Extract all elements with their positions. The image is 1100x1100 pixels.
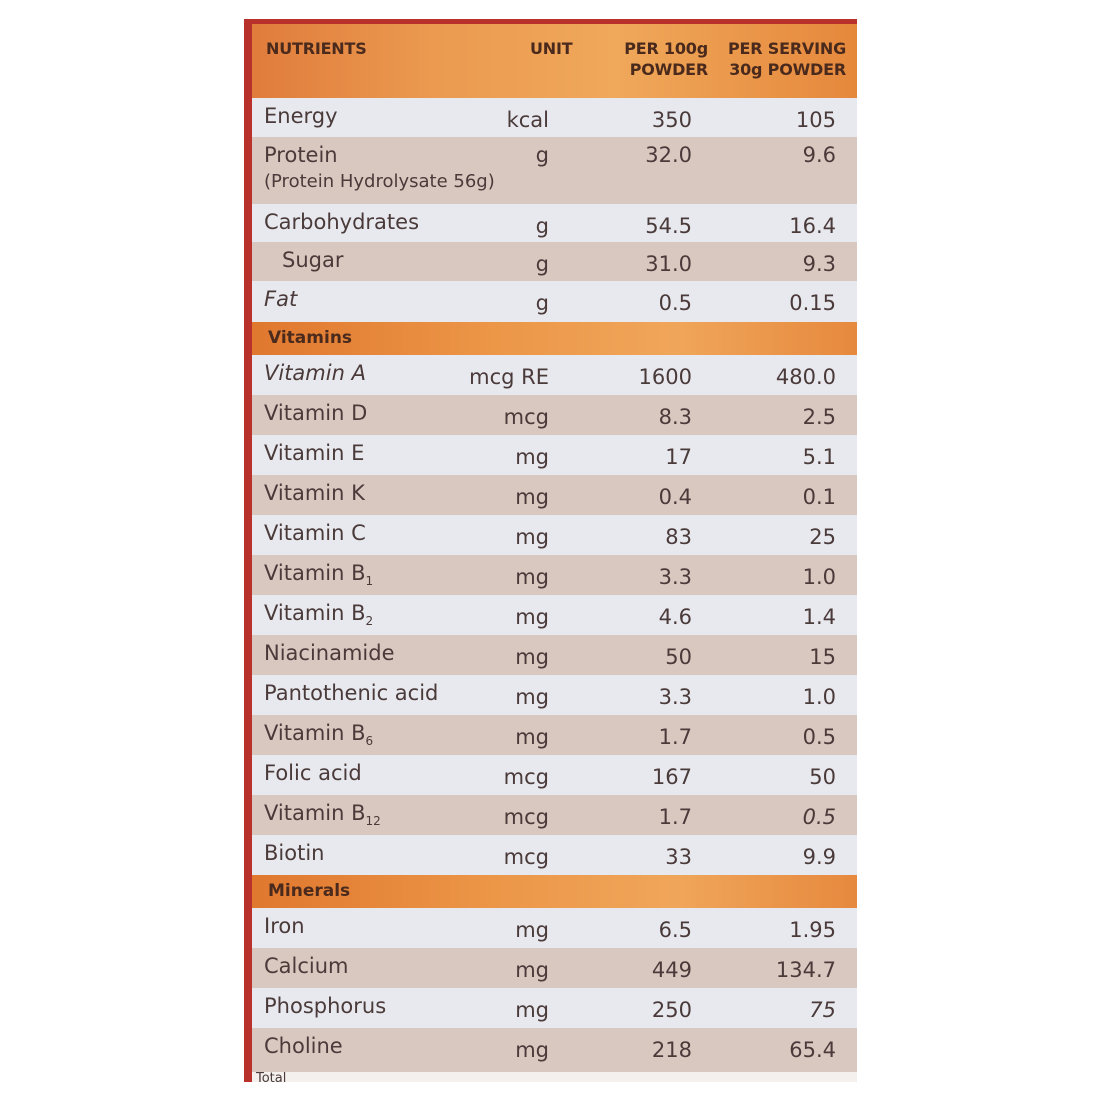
row-protein [252,137,857,204]
row-sugar [252,242,857,281]
value-per-100g: 250 [651,998,692,1022]
subscript: 6 [365,734,374,749]
nutrient-unit: mg [515,958,549,982]
value-per-serving: 1.0 [802,565,836,589]
header-per-serving-line2: 30g POWDER [729,60,846,79]
nutrient-name: Energy [264,104,338,128]
row-carbohydrates [252,204,857,242]
nutrient-name: Vitamin $B_2$ [264,601,374,629]
row-niacinamide [252,635,857,675]
nutrient-unit: mg [515,525,549,549]
header-nutrients: NUTRIENTS [266,39,367,58]
nutrient-unit: mg [515,725,549,749]
value-per-serving: 2.5 [802,405,836,429]
row-calcium [252,948,857,988]
value-per-100g: 17 [665,445,692,469]
nutrient-name: Choline [264,1034,343,1058]
nutrient-unit: mcg [503,405,549,429]
value-per-serving: 480.0 [775,365,836,389]
value-per-100g: 3.3 [658,685,692,709]
row-vitamin-e [252,435,857,475]
row-vitamin-b12 [252,795,857,835]
value-per-100g: 218 [651,1038,692,1062]
value-per-100g: 350 [651,108,692,132]
value-per-100g: 6.5 [658,918,692,942]
value-per-serving: 15 [809,645,836,669]
nutrient-name: Vitamin D [264,401,368,425]
row-vitamin-k [252,475,857,515]
value-per-serving: 9.6 [802,143,836,167]
row-vitamin-b2 [252,595,857,635]
nutrient-unit: mg [515,445,549,469]
nutrient-unit: mcg RE [469,365,549,389]
row-vitamin-c [252,515,857,555]
nutrient-name: Pantothenic acid [264,681,439,705]
nutrient-unit: mcg [503,765,549,789]
row-iron [252,908,857,948]
row-vitamin-a [252,355,857,395]
value-per-100g: 0.5 [658,291,692,315]
value-per-100g: 167 [651,765,692,789]
header-per-100g-line2: POWDER [629,60,708,79]
value-per-100g: 8.3 [658,405,692,429]
footer-text: Total [256,1071,287,1082]
subscript: 12 [365,814,381,829]
subscript: 1 [365,574,374,589]
row-folic-acid [252,755,857,795]
section-minerals [252,875,857,908]
nutrient-name: Calcium [264,954,349,978]
nutrient-subtext: (Protein Hydrolysate 56g) [264,171,495,192]
header-per-serving [724,38,846,80]
nutrient-name: Vitamin C [264,521,366,545]
nutrient-name: Biotin [264,841,325,865]
value-per-serving: 9.3 [802,252,836,276]
nutrient-name: Vitamin $B_{12}$ [264,801,381,829]
value-per-serving: 0.5 [802,805,836,829]
nutrient-unit: g [535,214,549,238]
nutrient-unit: mg [515,605,549,629]
nutrient-name: Iron [264,914,305,938]
value-per-100g: 1.7 [658,805,692,829]
row-choline [252,1028,857,1072]
section-title: Minerals [268,881,351,901]
nutrient-unit: g [535,291,549,315]
value-per-100g: 1600 [638,365,692,389]
value-per-100g: 31.0 [645,252,692,276]
value-per-serving: 9.9 [802,845,836,869]
nutrient-name: Sugar [282,248,344,272]
nutrient-name: Niacinamide [264,641,395,665]
nutrient-unit: mg [515,565,549,589]
nutrient-unit: mg [515,1038,549,1062]
nutrient-name: Vitamin A [264,361,366,385]
section-vitamins [252,322,857,355]
row-fat [252,281,857,322]
row-biotin [252,835,857,875]
value-per-serving: 1.0 [802,685,836,709]
value-per-100g: 54.5 [645,214,692,238]
value-per-100g: 1.7 [658,725,692,749]
row-vitamin-b1 [252,555,857,595]
header-per-serving-line1: PER SERVING [728,39,846,58]
nutrient-name: Vitamin E [264,441,365,465]
value-per-serving: 16.4 [789,214,836,238]
row-phosphorus [252,988,857,1028]
value-per-serving: 65.4 [789,1038,836,1062]
nutrition-label [244,19,857,1082]
value-per-100g: 3.3 [658,565,692,589]
nutrient-name: Phosphorus [264,994,387,1018]
value-per-serving: 1.95 [789,918,836,942]
nutrient-unit: mg [515,918,549,942]
nutrient-name: Vitamin K [264,481,365,505]
nutrient-unit: kcal [506,108,549,132]
header-unit: UNIT [530,39,573,58]
value-per-100g: 32.0 [645,143,692,167]
value-per-serving: 105 [795,108,836,132]
value-per-100g: 0.4 [658,485,692,509]
nutrient-name: Fat [264,287,298,311]
nutrient-name: Vitamin $B_1$ [264,561,374,589]
row-vitamin-b6 [252,715,857,755]
nutrient-unit: g [535,252,549,276]
header-per-100g [616,38,708,80]
section-title: Vitamins [268,328,353,348]
subscript: 2 [365,614,374,629]
value-per-serving: 0.15 [789,291,836,315]
value-per-serving: 75 [809,998,836,1022]
footer-cut-text [252,1072,857,1082]
value-per-serving: 0.1 [802,485,836,509]
value-per-100g: 83 [665,525,692,549]
nutrient-unit: mcg [503,805,549,829]
nutrient-name: Carbohydrates [264,210,420,234]
nutrient-name: Folic acid [264,761,362,785]
nutrient-unit: mcg [503,845,549,869]
nutrient-unit: mg [515,645,549,669]
header-per-100g-line1: PER 100g [624,39,708,58]
nutrient-name: Protein [264,143,338,167]
value-per-serving: 1.4 [802,605,836,629]
value-per-100g: 4.6 [658,605,692,629]
value-per-serving: 134.7 [775,958,836,982]
row-vitamin-d [252,395,857,435]
value-per-100g: 449 [651,958,692,982]
nutrient-unit: mg [515,485,549,509]
value-per-serving: 25 [809,525,836,549]
nutrient-unit: mg [515,998,549,1022]
value-per-serving: 50 [809,765,836,789]
value-per-serving: 0.5 [802,725,836,749]
nutrient-unit: mg [515,685,549,709]
nutrient-unit: g [535,143,549,167]
value-per-serving: 5.1 [802,445,836,469]
value-per-100g: 50 [665,645,692,669]
row-pantothenic-acid [252,675,857,715]
nutrient-name: Vitamin $B_6$ [264,721,374,749]
value-per-100g: 33 [665,845,692,869]
row-energy [252,98,857,137]
